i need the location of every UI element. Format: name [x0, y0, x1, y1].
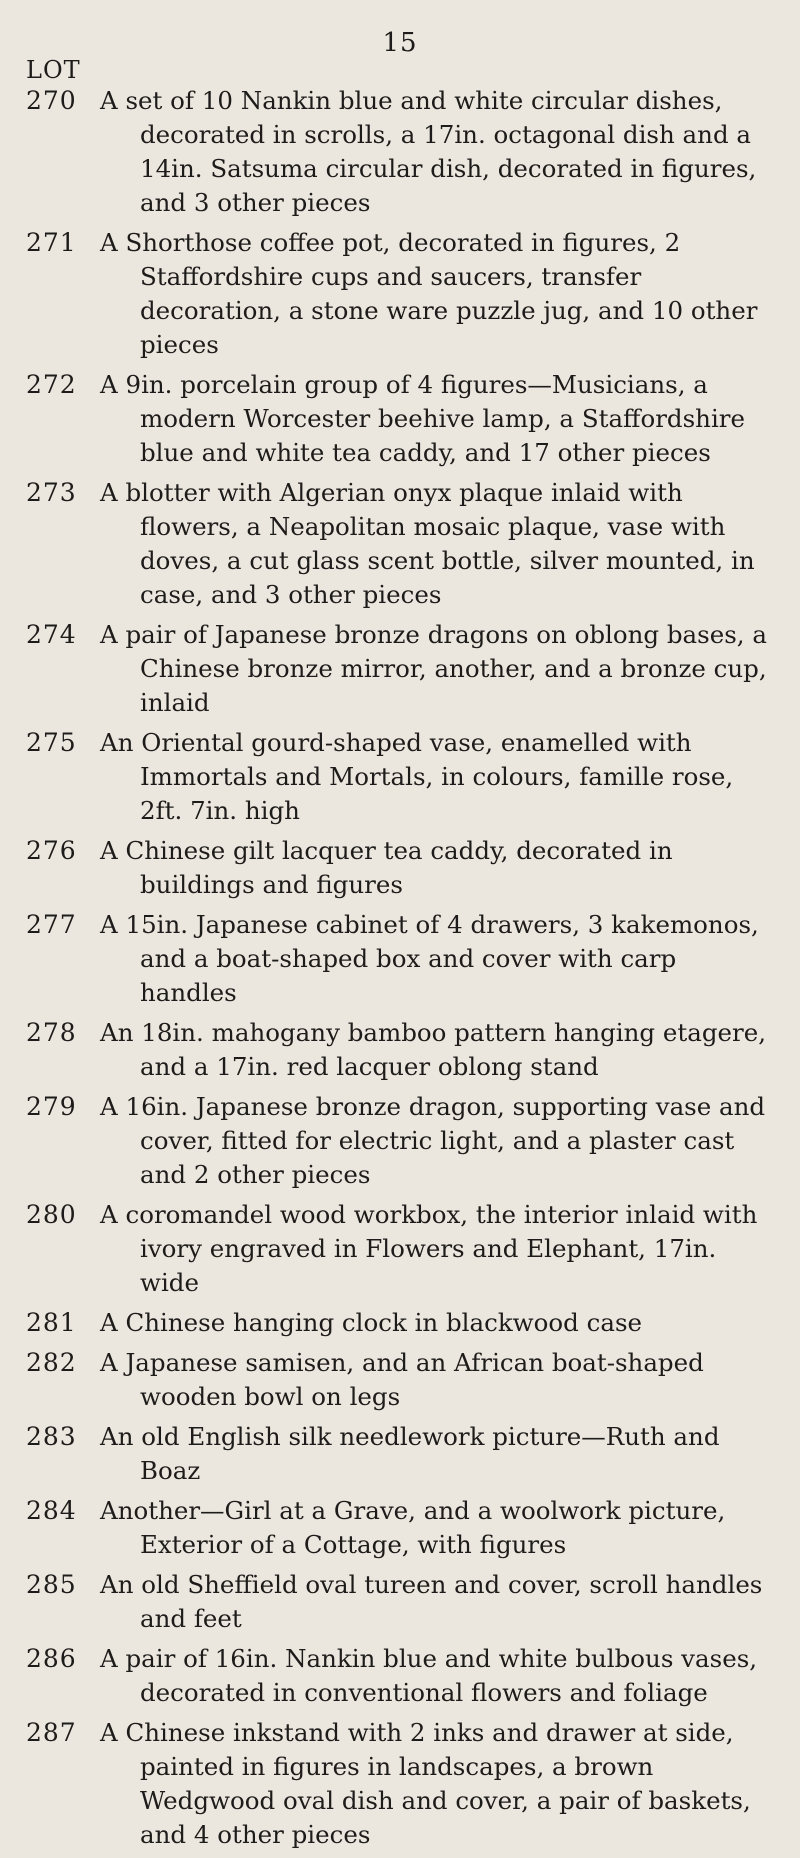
- lot-number: 285: [26, 1570, 77, 1599]
- lot-description: A Chinese hanging clock in blackwood case: [100, 1308, 643, 1337]
- lot-description: A blotter with Algerian onyx plaque inlaid with flowers, a Neapolitan mosaic plaque, vase with doves, a cut glass scent bottle, silver mounted, in case, and 3 other pieces: [100, 478, 755, 609]
- lot-number: 279: [26, 1092, 77, 1121]
- lot-entry: [26, 1198, 774, 1300]
- lot-description: An 18in. mahogany bamboo pattern hanging etagere, and a 17in. red lacquer oblong stand: [100, 1018, 767, 1081]
- lot-description: A Shorthose coffee pot, decorated in figures, 2 Staffordshire cups and saucers, transfer decoration, a stone ware puzzle jug, and 10 other pieces: [100, 228, 758, 359]
- lot-entry: [26, 1494, 774, 1562]
- lot-number: 280: [26, 1200, 77, 1229]
- lot-description: A set of 10 Nankin blue and white circular dishes, decorated in scrolls, a 17in. octagonal dish and a 14in. Satsuma circular dish, decorated in figures, and 3 other pieces: [100, 86, 757, 217]
- lot-number: 277: [26, 910, 77, 939]
- lot-entry: [26, 618, 774, 720]
- lot-entry: [26, 1346, 774, 1414]
- page-number: 15: [382, 28, 418, 58]
- lot-description: A 15in. Japanese cabinet of 4 drawers, 3 kakemonos, and a boat-shaped box and cover with carp handles: [100, 910, 759, 1007]
- lot-description: An Oriental gourd-shaped vase, enamelled with Immortals and Mortals, in colours, famille rose, 2ft. 7in. high: [100, 728, 734, 825]
- lot-description: A pair of Japanese bronze dragons on oblong bases, a Chinese bronze mirror, another, and a bronze cup, inlaid: [100, 620, 767, 717]
- lot-description: A 16in. Japanese bronze dragon, supporting vase and cover, fitted for electric light, and a plaster cast and 2 other pieces: [100, 1092, 766, 1189]
- lot-description: A Chinese gilt lacquer tea caddy, decorated in buildings and figures: [100, 836, 673, 899]
- lot-description: Another—Girl at a Grave, and a woolwork picture, Exterior of a Cottage, with figures: [100, 1496, 726, 1559]
- lot-number: 275: [26, 728, 77, 757]
- lot-entry: [26, 1090, 774, 1192]
- lot-list: [26, 84, 774, 1858]
- lot-number: 270: [26, 86, 77, 115]
- lot-entry: [26, 1568, 774, 1636]
- lot-number: 271: [26, 228, 77, 257]
- lot-number: 276: [26, 836, 77, 865]
- lot-number: 284: [26, 1496, 77, 1525]
- lot-entry: [26, 84, 774, 220]
- lot-entry: [26, 476, 774, 612]
- lot-entry: [26, 834, 774, 902]
- lot-entry: [26, 1016, 774, 1084]
- lot-number: 287: [26, 1718, 77, 1747]
- lot-number: 272: [26, 370, 77, 399]
- lot-number: 278: [26, 1018, 77, 1047]
- lot-number: 274: [26, 620, 77, 649]
- lot-column-heading: LOT: [26, 56, 81, 84]
- lot-entry: [26, 1716, 774, 1852]
- lot-entry: [26, 1306, 774, 1340]
- lot-description: A 9in. porcelain group of 4 figures—Musicians, a modern Worcester beehive lamp, a Staffordshire blue and white tea caddy, and 17 other pieces: [100, 370, 745, 467]
- lot-description: An old English silk needlework picture—Ruth and Boaz: [100, 1422, 720, 1485]
- lot-number: 286: [26, 1644, 77, 1673]
- lot-entry: [26, 368, 774, 470]
- lot-number: 281: [26, 1308, 77, 1337]
- lot-entry: [26, 226, 774, 362]
- lot-description: A Japanese samisen, and an African boat-shaped wooden bowl on legs: [100, 1348, 704, 1411]
- lot-description: A Chinese inkstand with 2 inks and drawer at side, painted in figures in landscapes, a brown Wedgwood oval dish and cover, a pair of baskets, and 4 other pieces: [100, 1718, 751, 1849]
- lot-description: A coromandel wood workbox, the interior inlaid with ivory engraved in Flowers and Elephant, 17in. wide: [100, 1200, 758, 1297]
- lot-entry: [26, 1642, 774, 1710]
- lot-description: An old Sheffield oval tureen and cover, scroll handles and feet: [100, 1570, 763, 1633]
- lot-number: 273: [26, 478, 77, 507]
- lot-entry: [26, 726, 774, 828]
- lot-entry: [26, 1420, 774, 1488]
- lot-number: 282: [26, 1348, 77, 1377]
- lot-description: A pair of 16in. Nankin blue and white bulbous vases, decorated in conventional flowers and foliage: [100, 1644, 758, 1707]
- lot-entry: [26, 908, 774, 1010]
- lot-number: 283: [26, 1422, 77, 1451]
